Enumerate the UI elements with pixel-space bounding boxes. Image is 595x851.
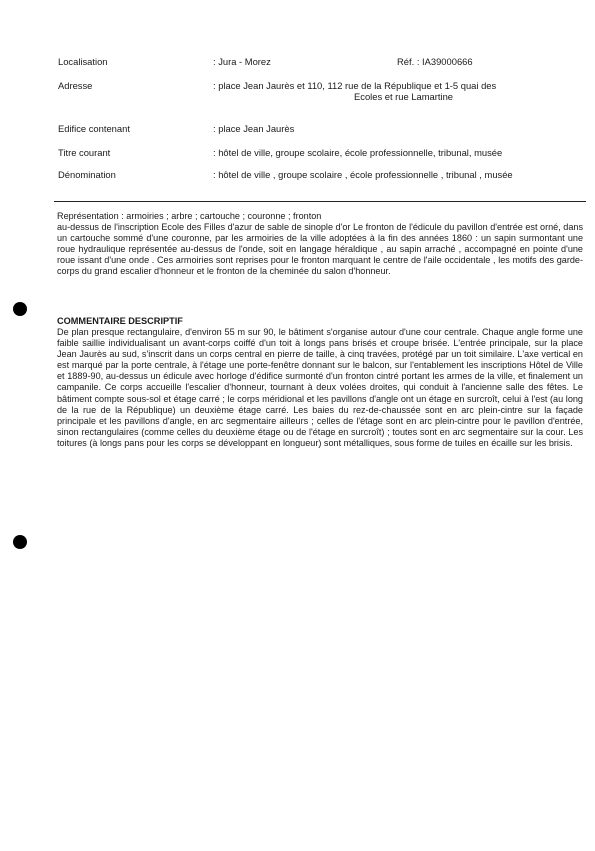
- representation-text: au-dessus de l'inscription Ecole des Filles d'azur de sable de sinople d'or Le fronton de l'édicule du pavillon d'entrée est orné, dans un cartouche sommé d'une couronne, par les armoiries de la ville adoptées à la fin des années 1860 : un sapin surmontant une roue hydraulique représentée au-dessus de l'onde, soit en langage héraldique , au sapin arraché , accompagné en pointe d'une roue issant d'une onde . Ces armoiries sont reprises pour le fronton marquant le centre de l'aile occidentale , les motifs des garde-corps du grand escalier d'honneur et le fronton de la cheminée du salon d'honneur.: [57, 222, 583, 277]
- commentaire-text: De plan presque rectangulaire, d'environ 55 m sur 90, le bâtiment s'organise autour d'une cour centrale. Chaque angle forme une faible saillie individualisant un avant-corps coiffé d'un toit à longs pans brisés et croupe brisée. L'entrée principale, sur la place Jean Jaurès au sud, s'inscrit dans un corps central en pierre de taille, à cinq travées, protégé par un toit similaire. L'axe vertical en est marqué par la porte centrale, à l'étage une porte-fenêtre donnant sur le balcon, sur l'entablement les inscriptions Hôtel de Ville et 1889-90, au-dessus un édicule avec horloge d'édifice surmonté d'un fronton cintré portant les armes de la ville, et finalement un campanile. Ce corps accueille l'escalier d'honneur, tournant à deux volées droites, qui conduit à l'ancienne salle des fêtes. Le bâtiment compte sous-sol et étage carré ; le corps méridional et les pavillons d'angle ont un étage en surcroît, celui à l'est (au long de la rue de la République) un deuxième étage carré. Les baies du rez-de-chaussée sont en arc plein-cintre sur la façade principale et les pavillons d'angle, en arc segmentaire ailleurs ; celles de l'étage sont en arc plein-cintre pour le pavillon d'entrée, sinon rectangulaires (comme celles du deuxième étage ou de l'étage en surcroît) ; toutes sont en arc segmentaire sur la cour. Les toitures (à longs pans pour les corps se développant en longueur) sont métalliques, sous forme de tuiles en écaille sur les brisis.: [57, 327, 583, 448]
- punch-hole-top: [13, 302, 27, 316]
- reference: [397, 56, 473, 67]
- adresse-label: Adresse: [58, 80, 93, 91]
- titre-label: Titre courant: [58, 147, 111, 158]
- localisation-value: : Jura - Morez: [213, 56, 271, 67]
- edifice-label: Edifice contenant: [58, 123, 130, 134]
- punch-hole-bottom: [13, 535, 27, 549]
- denomination-value: : hôtel de ville , groupe scolaire , école professionnelle , tribunal , musée: [213, 169, 513, 180]
- adresse-line-2: Ecoles et rue Lamartine: [354, 91, 454, 102]
- adresse-value: [213, 80, 583, 102]
- representation-intro: Représentation : armoiries ; arbre ; cartouche ; couronne ; fronton: [57, 211, 322, 221]
- localisation-label: Localisation: [58, 56, 108, 67]
- commentaire-title: COMMENTAIRE DESCRIPTIF: [57, 316, 183, 326]
- commentaire-block: [57, 327, 583, 449]
- adresse-line-1: : place Jean Jaurès et 110, 112 rue de la République et 1-5 quai des: [213, 80, 497, 91]
- reference-value: : IA39000666: [416, 56, 473, 67]
- edifice-value: : place Jean Jaurès: [213, 123, 295, 134]
- denomination-label: Dénomination: [58, 169, 116, 180]
- titre-value: : hôtel de ville, groupe scolaire, école professionnelle, tribunal, musée: [213, 147, 503, 158]
- representation-block: [57, 211, 583, 278]
- divider: [54, 201, 586, 202]
- reference-label: Réf.: [397, 56, 415, 67]
